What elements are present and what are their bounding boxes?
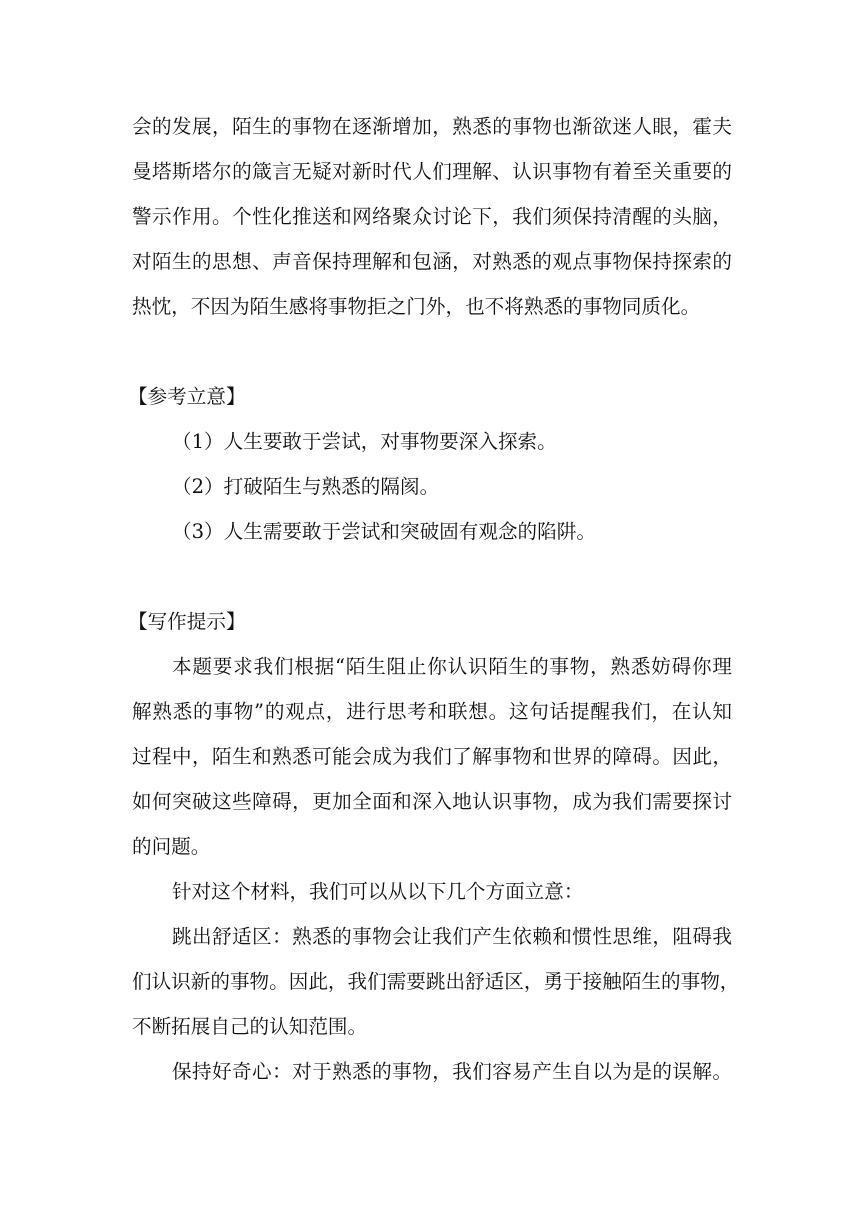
tips-paragraph-line: 解熟悉的事物”的观点，进行思考和联想。这句话提醒我们，在认知 <box>132 700 732 723</box>
intro-line: 曼塔斯塔尔的箴言无疑对新时代人们理解、认识事物有着至关重要的 <box>132 160 732 183</box>
intro-line: 热忱，不因为陌生感将事物拒之门外，也不将熟悉的事物同质化。 <box>132 295 701 318</box>
tips-paragraph-line: 针对这个材料，我们可以从以下几个方面立意： <box>172 880 584 903</box>
writing-tips-heading: 【写作提示】 <box>128 610 246 633</box>
tips-paragraph-line: 不断拓展自己的认知范围。 <box>132 1015 368 1038</box>
intro-line: 警示作用。个性化推送和网络聚众讨论下，我们须保持清醒的头脑， <box>132 205 732 228</box>
tips-paragraph-line: 如何突破这些障碍，更加全面和深入地认识事物，成为我们需要探讨 <box>132 790 732 813</box>
tips-paragraph-line: 本题要求我们根据“陌生阻止你认识陌生的事物，熟悉妨碍你理 <box>172 655 732 678</box>
reference-item: （3）人生需要敢于尝试和突破固有观念的陷阱。 <box>172 520 596 543</box>
tips-paragraph-line: 们认识新的事物。因此，我们需要跳出舒适区，勇于接触陌生的事物， <box>132 970 740 993</box>
reference-item: （1）人生要敢于尝试，对事物要深入探索。 <box>172 430 557 453</box>
tips-paragraph-line: 跳出舒适区：熟悉的事物会让我们产生依赖和惯性思维，阻碍我 <box>172 925 732 948</box>
tips-paragraph-line: 保持好奇心：对于熟悉的事物，我们容易产生自以为是的误解。 <box>172 1060 732 1083</box>
tips-paragraph-line: 过程中，陌生和熟悉可能会成为我们了解事物和世界的障碍。因此， <box>132 745 732 768</box>
reference-heading: 【参考立意】 <box>128 385 246 408</box>
intro-line: 会的发展，陌生的事物在逐渐增加，熟悉的事物也渐欲迷人眼，霍夫 <box>132 115 732 138</box>
intro-line: 对陌生的思想、声音保持理解和包涵，对熟悉的观点事物保持探索的 <box>132 250 732 273</box>
tips-paragraph-line: 的问题。 <box>132 835 211 858</box>
reference-item: （2）打破陌生与熟悉的隔阂。 <box>172 475 440 498</box>
